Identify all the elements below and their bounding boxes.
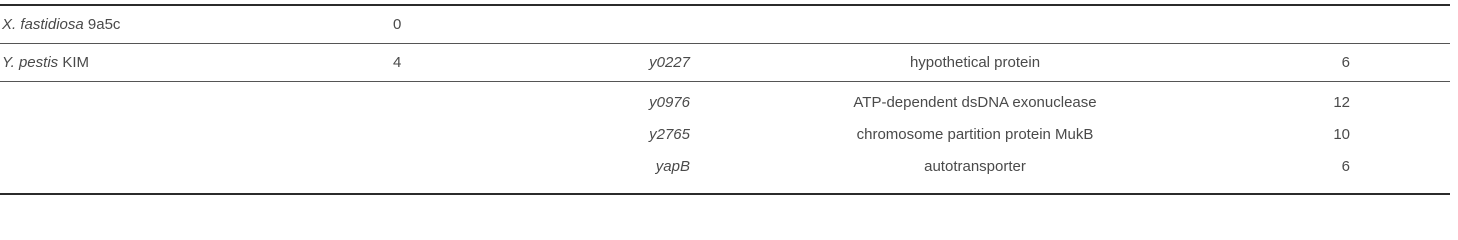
- gene-cell: y0976: [649, 94, 690, 111]
- value-cell: 6: [1341, 54, 1350, 71]
- organism-cell: [2, 11, 120, 39]
- value-cell: 10: [1333, 126, 1350, 143]
- organism-genus: Y. pestis: [2, 54, 59, 71]
- row-separator: [0, 43, 1450, 44]
- organism-strain: KIM: [62, 54, 89, 71]
- table-row: [0, 11, 1450, 39]
- description-cell: ATP-dependent dsDNA exonuclease: [853, 94, 1097, 111]
- gene-cell: y2765: [649, 126, 690, 143]
- organism-cell: [2, 49, 89, 77]
- value-cell: 12: [1333, 94, 1350, 111]
- table-row: [0, 49, 1450, 77]
- value-cell: 6: [1341, 158, 1350, 175]
- gene-cell: y0227: [649, 54, 690, 71]
- description-cell: autotransporter: [924, 158, 1026, 175]
- organism-strain: 9a5c: [87, 16, 121, 33]
- description-cell: chromosome partition protein MukB: [856, 126, 1094, 143]
- bottom-rule: [0, 193, 1450, 195]
- top-rule: [0, 4, 1450, 6]
- count-cell: 0: [393, 16, 402, 33]
- gene-cell: yapB: [655, 158, 690, 175]
- organism-genus: X. fastidiosa: [2, 16, 84, 33]
- table-row: [0, 89, 1450, 117]
- table-row: [0, 153, 1450, 181]
- description-cell: hypothetical protein: [909, 54, 1041, 71]
- count-cell: 4: [393, 54, 402, 71]
- row-separator: [0, 81, 1450, 82]
- table-row: [0, 121, 1450, 149]
